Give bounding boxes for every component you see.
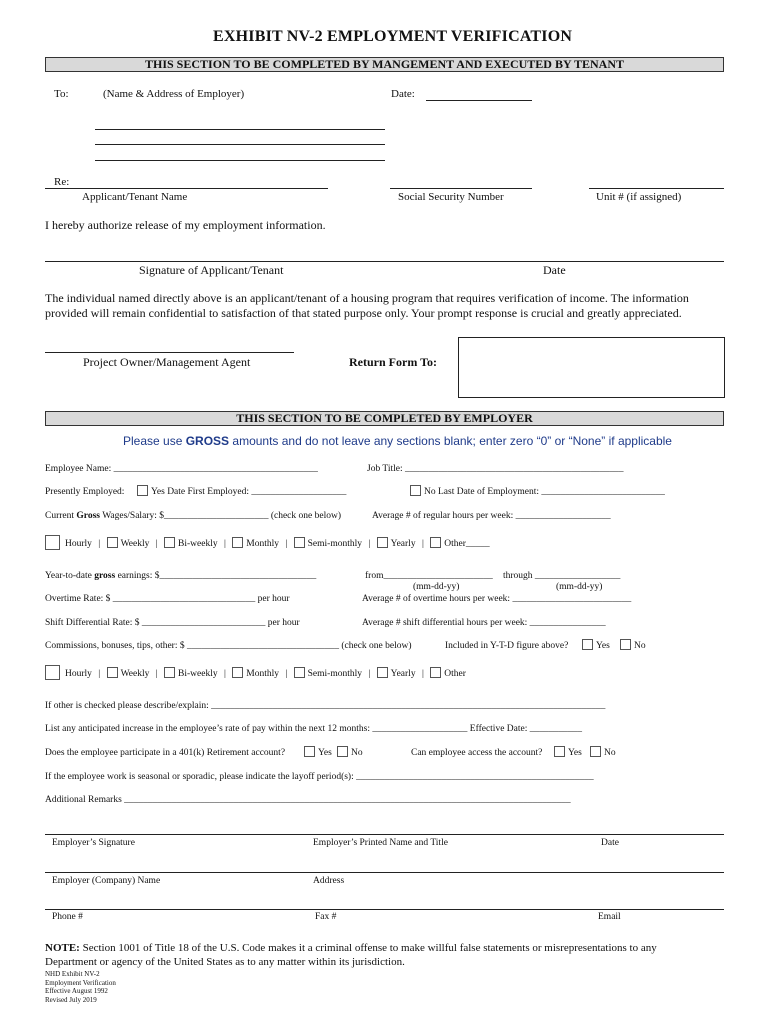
applicant-name-label: Applicant/Tenant Name [82, 191, 188, 203]
email-label: Email [598, 912, 621, 922]
commissions-field[interactable]: Commissions, bonuses, tips, other: $ ________________________________ (check one below) [45, 641, 412, 651]
access-no-checkbox[interactable] [590, 746, 601, 757]
applicant-signature-field[interactable] [45, 261, 724, 262]
presently-employed-label: Presently Employed: [45, 487, 125, 497]
employer-address-line-3[interactable] [95, 160, 385, 161]
access-yes-checkbox[interactable] [554, 746, 565, 757]
to-label: To: [54, 88, 69, 100]
other-label: Other_____ [444, 539, 490, 549]
hourly-checkbox[interactable] [45, 665, 60, 680]
access-yes-option[interactable] [554, 746, 582, 758]
additional-remarks-field[interactable]: Additional Remarks ______________________________________________________________________________________________ [45, 795, 571, 805]
avg-overtime-hours-field[interactable]: Average # of overtime hours per week: _________________________ [362, 594, 632, 604]
biweekly-label: Bi-weekly [178, 669, 218, 679]
separator: | [155, 539, 158, 549]
yearly-label: Yearly [390, 539, 416, 549]
yes-first-employed-text: Yes Date First Employed: ____________________ [151, 487, 347, 497]
401k-label: Does the employee participate in a 401(k) Retirement account? [45, 748, 286, 758]
separator: | [421, 539, 424, 549]
separator: | [421, 669, 424, 679]
included-no-option[interactable] [620, 639, 646, 651]
fax-label: Fax # [315, 912, 337, 922]
section2-header: THIS SECTION TO BE COMPLETED BY EMPLOYER [45, 411, 724, 426]
through-format-hint: (mm-dd-yy) [556, 582, 603, 592]
return-form-label: Return Form To: [349, 355, 437, 369]
form-revised: Revised July 2019 [45, 995, 97, 1004]
instruction-text: Please use [123, 434, 186, 448]
401k-no-option[interactable] [337, 746, 363, 758]
layoff-period-field[interactable]: If the employee work is seasonal or sporadic, please indicate the layoff period(s): __________________________________________________ [45, 772, 594, 782]
separator: | [368, 669, 371, 679]
applicant-name-field[interactable] [45, 188, 328, 189]
legal-note-line-2: Department or agency of the United States as to any matter within its jurisdiction. [45, 956, 405, 968]
employer-contact-line[interactable] [45, 909, 724, 910]
ssn-label: Social Security Number [398, 191, 504, 203]
yes-employed-checkbox[interactable] [137, 485, 148, 496]
separator: | [98, 669, 101, 679]
401k-yes-checkbox[interactable] [304, 746, 315, 757]
weekly-checkbox[interactable] [107, 667, 118, 678]
other-describe-field[interactable]: If other is checked please describe/explain: ___________________________________________________________________________________ [45, 701, 606, 711]
wage-frequency-group [45, 535, 490, 550]
legal-note-line-1 [45, 942, 657, 954]
separator: | [285, 669, 288, 679]
employer-company-label: Employer (Company) Name [52, 876, 161, 886]
employer-address-line-2[interactable] [95, 144, 385, 145]
hourly-label: Hourly [65, 669, 92, 679]
owner-signature-field[interactable] [45, 352, 294, 353]
monthly-label: Monthly [246, 669, 279, 679]
signature-label: Signature of Applicant/Tenant [139, 263, 284, 277]
semimonthly-label: Semi-monthly [307, 539, 363, 549]
date-field[interactable] [426, 100, 532, 101]
yearly-checkbox[interactable] [377, 667, 388, 678]
wages-text-2: Wages/Salary: $______________________ (check one below) [100, 511, 341, 521]
semimonthly-checkbox[interactable] [294, 667, 305, 678]
phone-label: Phone # [52, 912, 83, 922]
biweekly-checkbox[interactable] [164, 537, 175, 548]
separator: | [223, 539, 226, 549]
form-meta [45, 970, 116, 1004]
weekly-checkbox[interactable] [107, 537, 118, 548]
shift-differential-field[interactable]: Shift Differential Rate: $ __________________________ per hour [45, 618, 300, 628]
separator: | [285, 539, 288, 549]
ytd-through-field[interactable]: through __________________ [503, 571, 621, 581]
can-access-label: Can employee access the account? [411, 748, 543, 758]
yearly-label: Yearly [390, 669, 416, 679]
monthly-checkbox[interactable] [232, 537, 243, 548]
avg-regular-hours-field[interactable]: Average # of regular hours per week: ____________________ [372, 511, 611, 521]
employer-company-line[interactable] [45, 872, 724, 873]
other-checkbox[interactable] [430, 537, 441, 548]
instruction-gross: GROSS [185, 434, 230, 448]
overtime-rate-field[interactable]: Overtime Rate: $ ______________________________ per hour [45, 594, 290, 604]
monthly-checkbox[interactable] [232, 667, 243, 678]
commission-frequency-group [45, 665, 466, 680]
note-label: NOTE: [45, 942, 80, 954]
form-effective: Effective August 1992 [45, 987, 108, 995]
included-yes-option[interactable] [582, 639, 610, 651]
from-format-hint: (mm-dd-yy) [413, 582, 460, 592]
employer-address-line-1[interactable] [95, 129, 385, 130]
employer-signature-line[interactable] [45, 834, 724, 835]
ytd-text-2: earnings: $_________________________________ [115, 571, 317, 581]
ytd-from-field[interactable]: from_______________________ [365, 571, 493, 581]
no-employed-option[interactable] [410, 485, 665, 497]
weekly-label: Weekly [120, 669, 150, 679]
employer-date-label: Date [601, 838, 619, 848]
monthly-label: Monthly [246, 539, 279, 549]
401k-yes-option[interactable] [304, 746, 332, 758]
notice-line-2: provided will remain confidential to satisfaction of that stated purpose only. Your prompt response is crucial and greatly appreciated. [45, 306, 682, 320]
unit-label: Unit # (if assigned) [596, 191, 682, 203]
avg-shift-hours-field[interactable]: Average # shift differential hours per week: ________________ [362, 618, 606, 628]
anticipated-increase-field[interactable]: List any anticipated increase in the employee’s rate of pay within the next 12 months: ____________________ Effective Date: ___________ [45, 724, 582, 734]
separator: | [223, 669, 226, 679]
section1-header: THIS SECTION TO BE COMPLETED BY MANGEMENT AND EXECUTED BY TENANT [45, 57, 724, 72]
no-label: No [604, 748, 616, 758]
employer-name-address-hint: (Name & Address of Employer) [103, 88, 245, 100]
no-label: No [351, 748, 363, 758]
included-yes-checkbox[interactable] [582, 639, 593, 650]
date-label: Date: [391, 88, 415, 100]
401k-no-checkbox[interactable] [337, 746, 348, 757]
separator: | [98, 539, 101, 549]
included-ytd-label: Included in Y-T-D figure above? [445, 641, 569, 651]
yes-label: Yes [596, 641, 610, 651]
yes-label: Yes [568, 748, 582, 758]
semimonthly-label: Semi-monthly [307, 669, 363, 679]
separator: | [368, 539, 371, 549]
notice-line-1: The individual named directly above is an applicant/tenant of a housing program that requires verification of income. The information [45, 291, 689, 305]
ytd-gross: gross [94, 571, 116, 581]
ssn-field[interactable] [390, 188, 532, 189]
yearly-checkbox[interactable] [377, 537, 388, 548]
ytd-earnings-field[interactable] [45, 571, 316, 581]
access-no-option[interactable] [590, 746, 616, 758]
yes-employed-option[interactable] [137, 485, 346, 497]
authorize-text: I hereby authorize release of my employment information. [45, 218, 326, 232]
unit-field[interactable] [589, 188, 724, 189]
yes-label: Yes [318, 748, 332, 758]
form-name: Employment Verification [45, 978, 116, 987]
ytd-text: Year-to-date [45, 571, 95, 581]
semimonthly-checkbox[interactable] [294, 537, 305, 548]
employer-address-label: Address [313, 876, 345, 886]
employer-printed-name-label: Employer’s Printed Name and Title [313, 838, 448, 848]
re-label: Re: [54, 176, 70, 188]
employee-name-field[interactable]: Employee Name: ___________________________________________ [45, 464, 318, 474]
gross-wages-field[interactable] [45, 511, 341, 521]
gross-instruction [123, 434, 672, 448]
form-id: NHD Exhibit NV-2 [45, 970, 100, 978]
biweekly-label: Bi-weekly [178, 539, 218, 549]
no-employed-checkbox[interactable] [410, 485, 421, 496]
other-label: Other [444, 669, 466, 679]
note-text: Section 1001 of Title 18 of the U.S. Code makes it a criminal offense to make willful false statements or misrepresentations to any [79, 942, 657, 954]
hourly-label: Hourly [65, 539, 92, 549]
hourly-checkbox[interactable] [45, 535, 60, 550]
no-label: No [634, 641, 646, 651]
form-title: EXHIBIT NV-2 EMPLOYMENT VERIFICATION [213, 28, 573, 45]
job-title-field[interactable]: Job Title: ______________________________________________ [367, 464, 624, 474]
instruction-text-2: amounts and do not leave any sections blank; enter zero “0” or “None” if applicable [229, 434, 672, 448]
no-last-employed-text: No Last Date of Employment: __________________________ [424, 487, 665, 497]
owner-label: Project Owner/Management Agent [83, 355, 251, 369]
wages-text: Current [45, 511, 77, 521]
signature-date-label: Date [543, 263, 566, 277]
employer-signature-label: Employer’s Signature [52, 838, 135, 848]
included-no-checkbox[interactable] [620, 639, 631, 650]
biweekly-checkbox[interactable] [164, 667, 175, 678]
return-address-box[interactable] [458, 337, 725, 398]
separator: | [155, 669, 158, 679]
wages-gross: Gross [76, 511, 100, 521]
weekly-label: Weekly [120, 539, 150, 549]
other-checkbox[interactable] [430, 667, 441, 678]
